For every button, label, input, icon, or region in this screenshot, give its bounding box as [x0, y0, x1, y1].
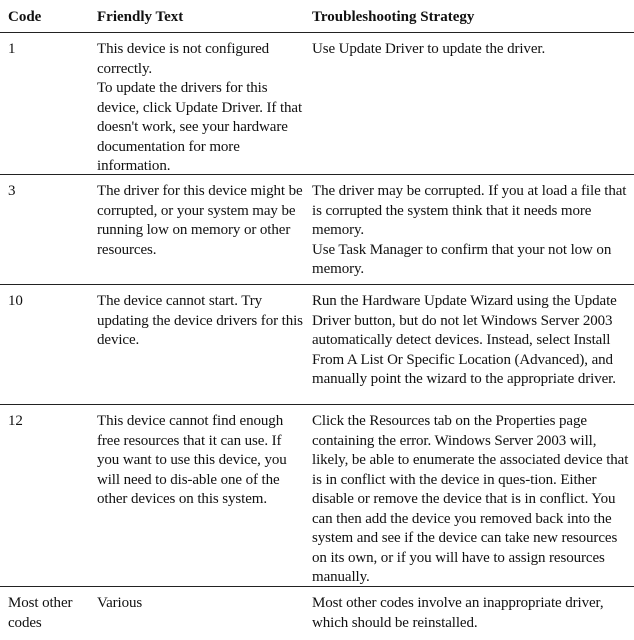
code-cell: 1	[8, 41, 16, 57]
table-row	[0, 405, 634, 587]
strategy-paragraph: The driver may be corrupted. If you at load a file that is corrupted the system think that it needs more memory.	[312, 183, 627, 238]
friendly-text-paragraph: This device is not configured correctly.	[97, 41, 270, 77]
table-header	[0, 0, 634, 33]
friendly-text-cell	[97, 594, 303, 614]
strategy-cell	[312, 40, 630, 60]
code-cell: Most other codes	[8, 595, 73, 631]
strategy-cell	[312, 594, 630, 633]
table-row	[0, 587, 634, 640]
strategy-cell	[312, 292, 630, 390]
column-header-troubleshooting-strategy: Troubleshooting Strategy	[312, 9, 475, 25]
friendly-text-cell	[97, 292, 303, 351]
friendly-text-cell	[97, 40, 303, 177]
code-cell: 3	[8, 183, 16, 199]
table-row	[0, 175, 634, 285]
friendly-text-paragraph: Various	[97, 595, 143, 611]
strategy-paragraph: Most other codes involve an inappropriate driver, which should be reinstalled.	[312, 595, 604, 631]
column-header-code: Code	[8, 9, 42, 25]
strategy-paragraph: Use Update Driver to update the driver.	[312, 41, 546, 57]
strategy-paragraph: Run the Hardware Update Wizard using the Update Driver button, but do not let Windows Server 2003 automatically detect devices. Instead, select Install From A List Or Specific Location (Advanced), and manually point the wizard to the appropriate driver.	[312, 293, 617, 387]
code-cell: 10	[8, 293, 23, 309]
table-row	[0, 33, 634, 175]
friendly-text-paragraph: The driver for this device might be corrupted, or your system may be running low on memory or other resources.	[97, 183, 303, 258]
strategy-paragraph: Use Task Manager to confirm that your not low on memory.	[312, 241, 612, 277]
friendly-text-paragraph: The device cannot start. Try updating the device drivers for this device.	[97, 293, 303, 348]
friendly-text-cell	[97, 182, 303, 260]
code-cell: 12	[8, 413, 23, 429]
strategy-cell	[312, 182, 630, 280]
strategy-cell	[312, 412, 630, 588]
column-header-friendly-text: Friendly Text	[97, 9, 184, 25]
friendly-text-paragraph: To update the drivers for this device, click Update Driver. If that doesn't work, see your hardware documentation for more information.	[97, 80, 303, 174]
friendly-text-paragraph: This device cannot find enough free resources that it can use. If you want to use this device, you will need to dis-able one of the other devices on this system.	[97, 413, 287, 507]
table-row	[0, 285, 634, 405]
strategy-paragraph: Click the Resources tab on the Properties page containing the error. Windows Server 2003 will, likely, be able to enumerate the associated device that is in conflict with the device in ques-tion. Either disable or remove the device that is in conflict. You can then add the device you removed back into the system and see if the device can take new resources on its own, or if you will have to assign resources manually.	[312, 413, 629, 585]
friendly-text-cell	[97, 412, 303, 510]
